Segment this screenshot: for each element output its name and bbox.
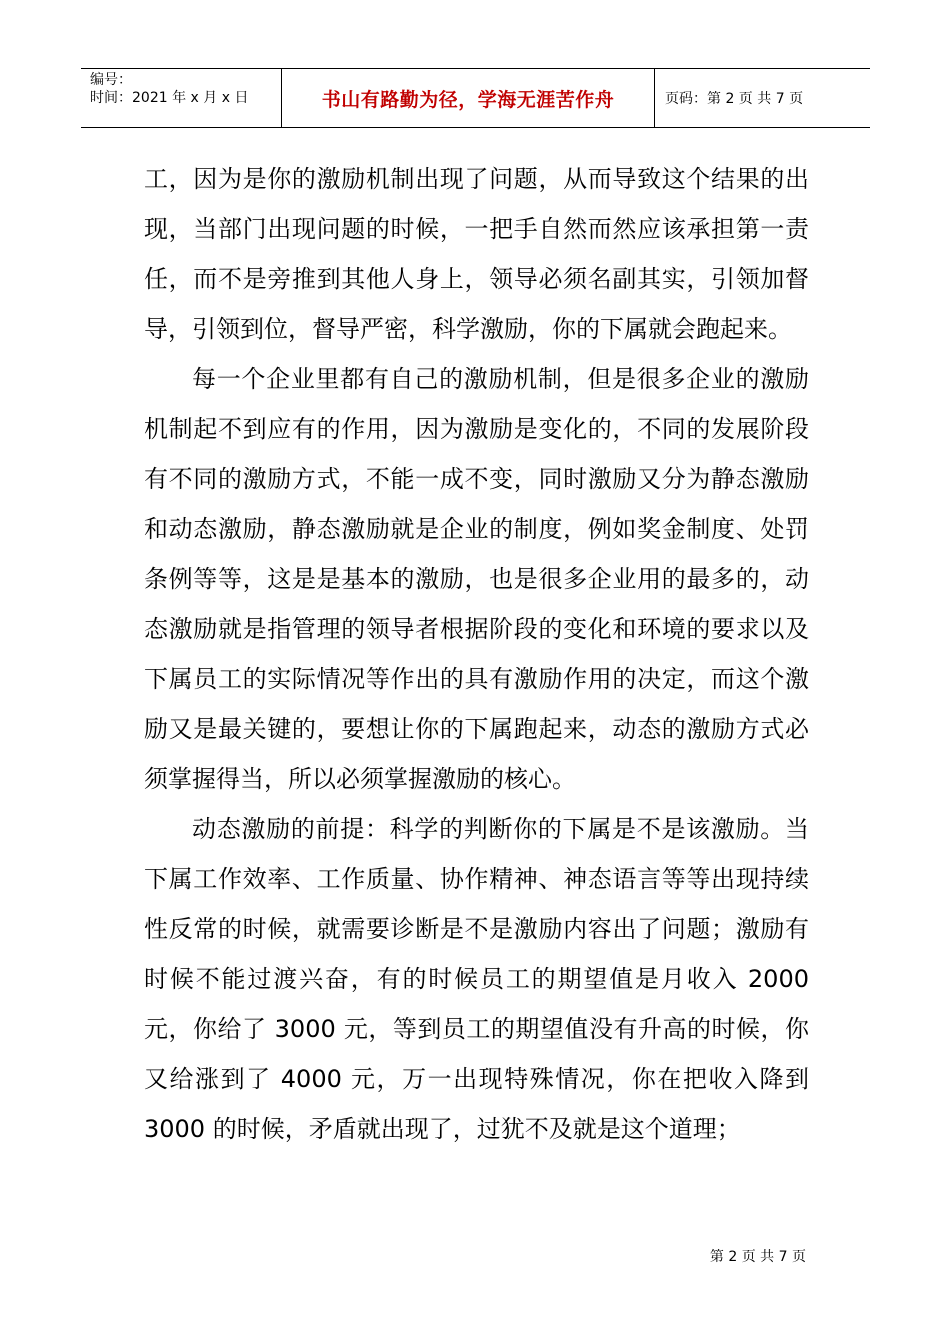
page-footer: 第 2 页 共 7 页 [709, 1249, 806, 1265]
paragraph-2: 每一个企业里都有自己的激励机制，但是很多企业的激励机制起不到应有的作用，因为激励是变化的，不同的发展阶段有不同的激励方式，不能一成不变，同时激励又分为静态激励和动态激励，静态激励就是企业的制度，例如奖金制度、处罚条例等等，这是是基本的激励，也是很多企业用的最多的，动态激励就是指管理的领导者根据阶段的变化和环境的要求以及下属员工的实际情况等作出的具有激励作用的决定，而这个激励又是最关键的，要想让你的下属跑起来，动态的激励方式必须掌握得当，所以必须掌握激励的核心。 [144, 365, 809, 793]
document-date: 时间：2021 年 x 月 x 日 [90, 90, 249, 106]
document-number-label: 编号： [90, 72, 132, 88]
header-motto: 书山有路勤为径，学海无涯苦作舟 [282, 69, 655, 127]
paragraph-3: 动态激励的前提：科学的判断你的下属是不是该激励。当下属工作效率、工作质量、协作精神、神态语言等等出现持续性反常的时候，就需要诊断是不是激励内容出了问题；激励有时候不能过渡兴奋，有的时候员工的期望值是月收入 2000 元，你给了 3000 元，等到员工的期望值没有升高的时候，你又给涨到了 4000 元，万一出现特殊情况，你在把收入降到 3000 的时候，矛盾就出现了，过犹不及就是这个道理； [144, 815, 809, 1143]
page-header [81, 68, 870, 128]
header-meta [81, 69, 282, 127]
paragraph-1: 工，因为是你的激励机制出现了问题，从而导致这个结果的出现，当部门出现问题的时候，一把手自然而然应该承担第一责任，而不是旁推到其他人身上，领导必须名副其实，引领加督导，引领到位，督导严密，科学激励，你的下属就会跑起来。 [144, 165, 809, 343]
document-body [144, 154, 809, 1154]
header-page-info: 页码：第 2 页 共 7 页 [665, 91, 804, 107]
